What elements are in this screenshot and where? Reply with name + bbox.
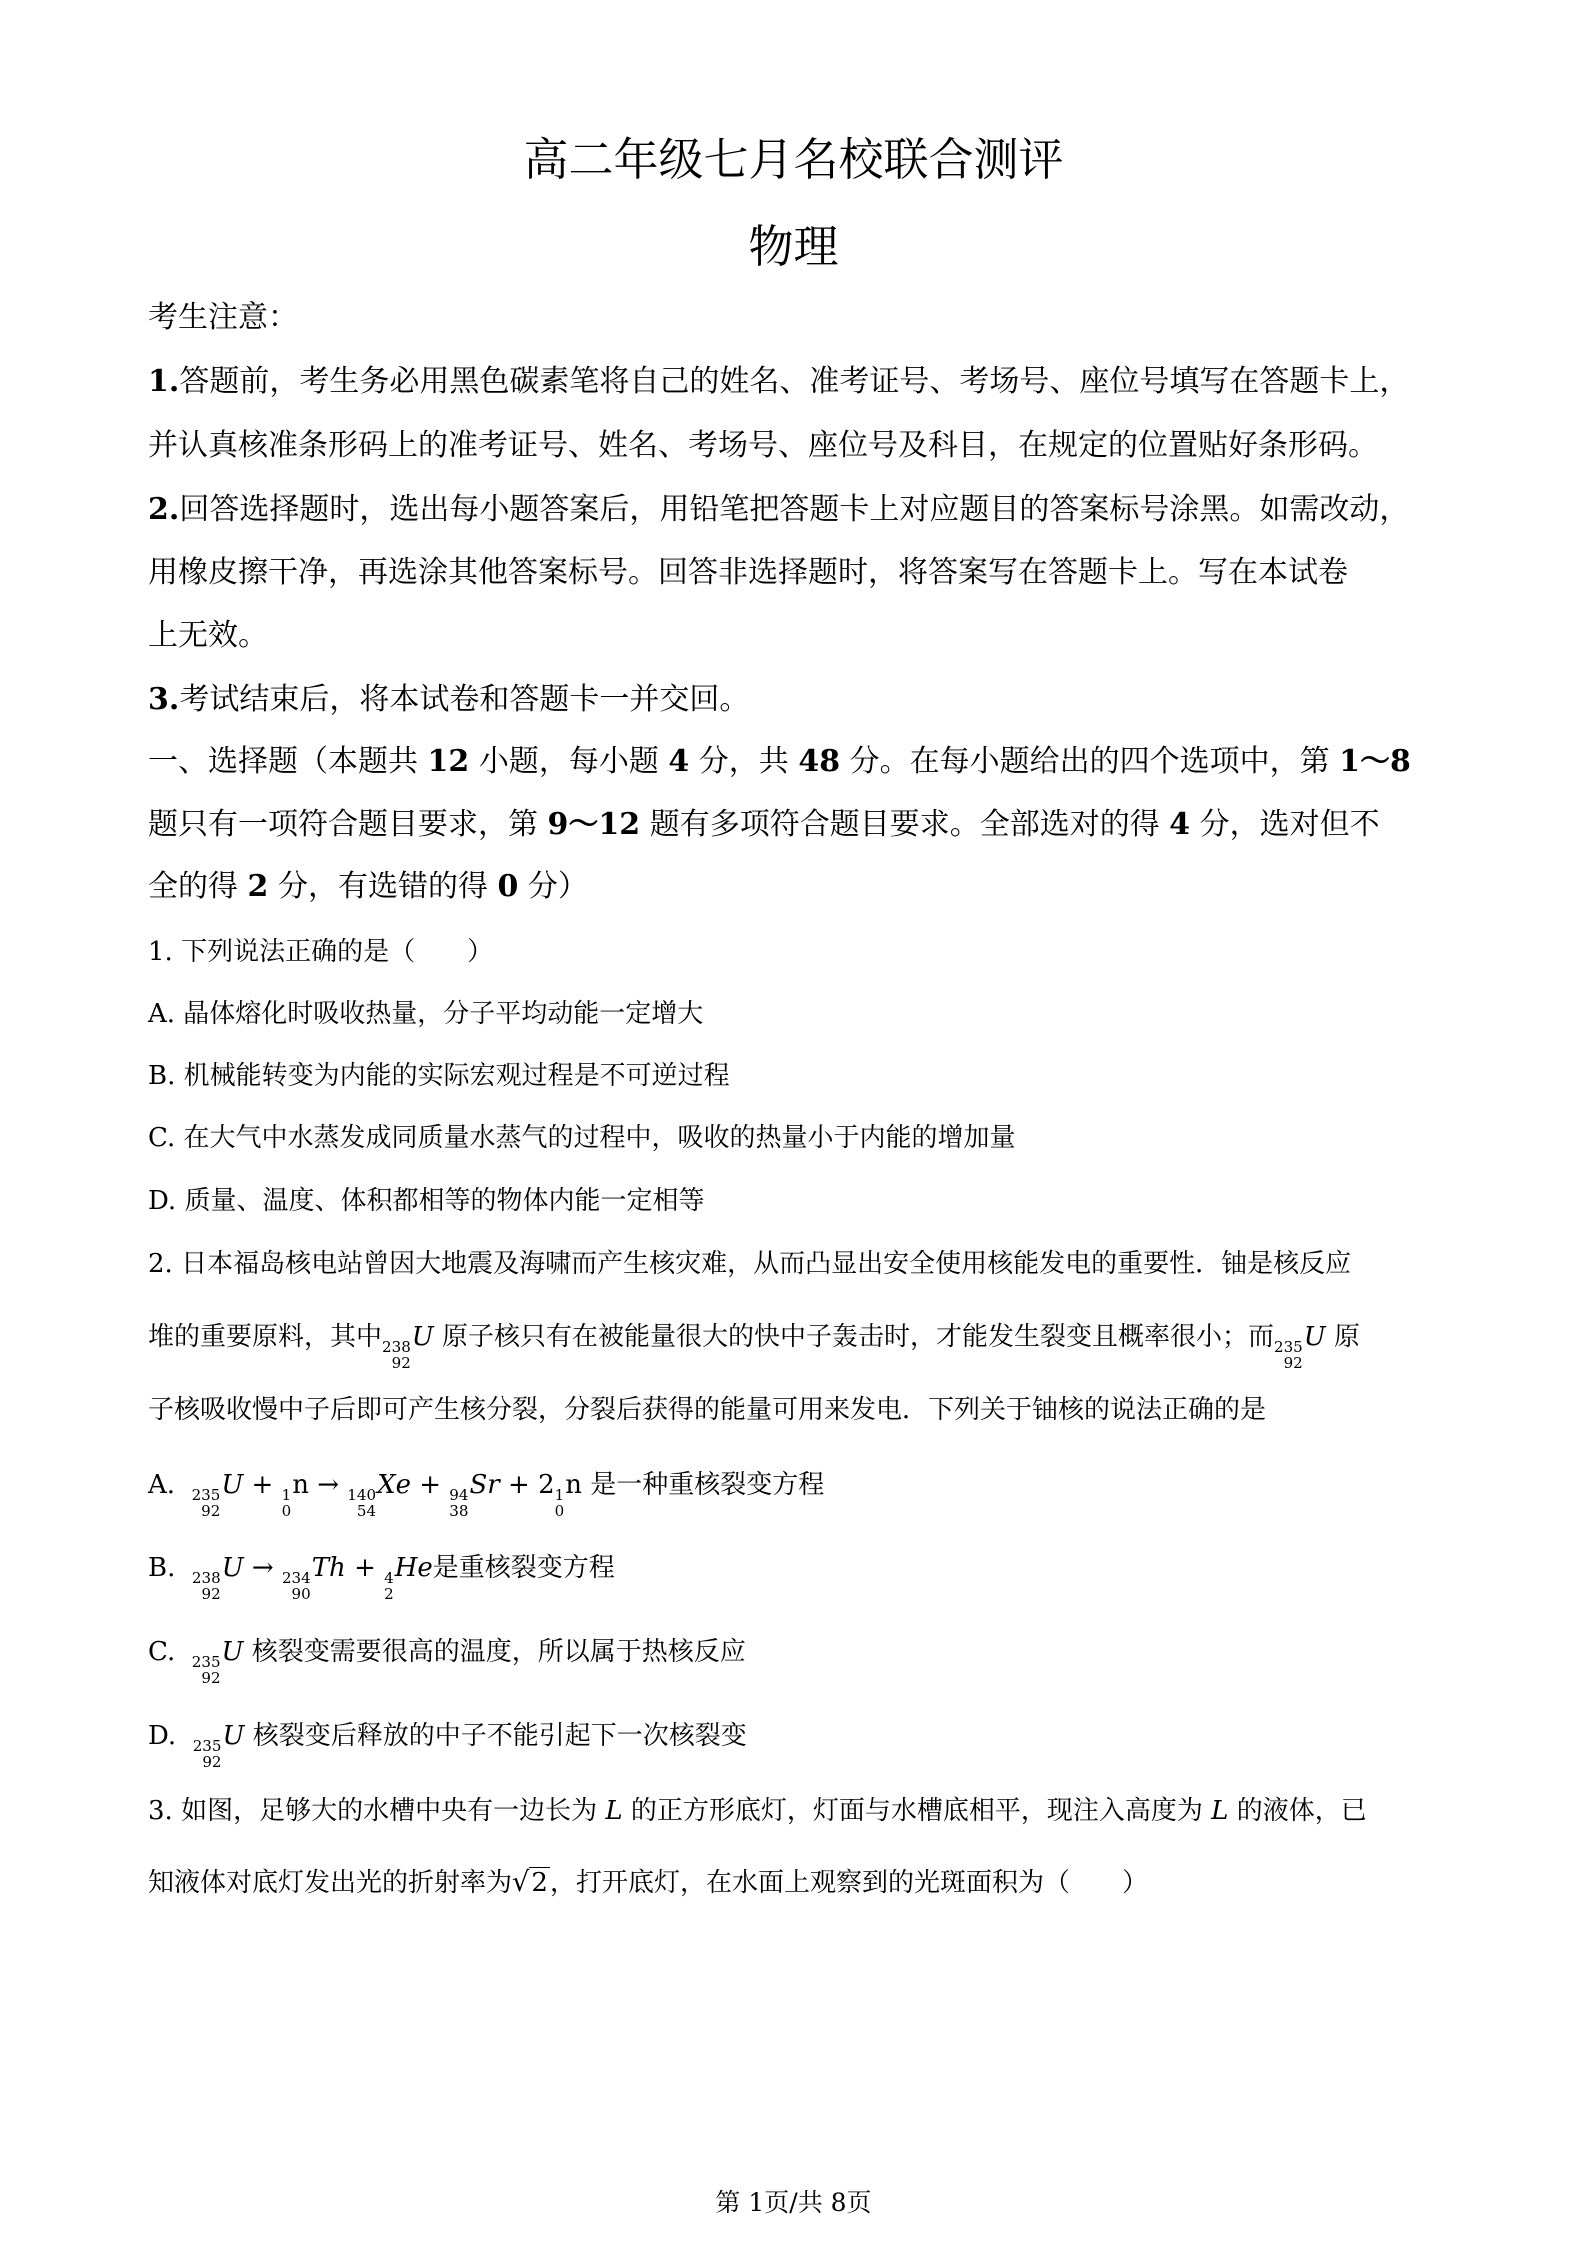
element-symbol: U (411, 1322, 434, 1352)
variable-l: L (605, 1796, 623, 1826)
question-2-option-c (148, 1632, 1448, 1686)
notice-item-2-number: 2. (148, 492, 180, 527)
atomic-number: 2 (384, 1584, 394, 1603)
nuclide-u235 (192, 1472, 244, 1519)
mass-number: 238 (382, 1337, 411, 1356)
question-text: 的正方形底灯，灯面与水槽底相平，现注入高度为 (630, 1796, 1203, 1826)
notice-item-2-text: 回答选择题时，选出每小题答案后，用铅笔把答题卡上对应题目的答案标号涂黑。如需改动， (179, 492, 1410, 527)
option-label: B. (148, 1553, 176, 1583)
notice-item-1-text: 答题前，考生务必用黑色碳素笔将自己的姓名、准考证号、考场号、座位号填写在答题卡上， (179, 364, 1410, 399)
option-label: D. (148, 1721, 177, 1751)
mass-number: 1 (281, 1485, 292, 1504)
question-3-line-2 (148, 1863, 1448, 1903)
question-3-line-1 (148, 1791, 1448, 1831)
section-text: 一、选择题（本题共 (148, 744, 428, 779)
nuclide-sr94 (449, 1472, 499, 1519)
nuclide-u238 (192, 1555, 244, 1602)
option-text: 核裂变后释放的中子不能引起下一次核裂变 (252, 1721, 747, 1751)
question-1-stem: 1. 下列说法正确的是（ ） (148, 937, 494, 967)
nuclide-u235 (1274, 1324, 1326, 1371)
mass-number: 235 (191, 1485, 221, 1504)
section-number: 1～8 (1339, 744, 1411, 779)
question-2-line-1: 2. 日本福岛核电站曾因大地震及海啸而产生核灾难，从而凸显出安全使用核能发电的重要性．铀是核反应 (148, 1249, 1352, 1279)
section-number: 2 (247, 869, 269, 904)
question-2-option-a (148, 1465, 1448, 1519)
option-text: 是一种重核裂变方程 (590, 1470, 825, 1500)
question-text: 堆的重要原料，其中 (148, 1322, 383, 1352)
nuclide-u238 (382, 1324, 434, 1371)
nuclide-neutron (555, 1472, 582, 1519)
nuclide-xe140 (347, 1472, 411, 1519)
question-2-line-3: 子核吸收慢中子后即可产生核分裂，分裂后获得的能量可用来发电．下列关于铀核的说法正确的是 (148, 1395, 1267, 1425)
section-number: 48 (798, 744, 841, 779)
plus-sign: + (345, 1553, 385, 1583)
notice-item-3-text: 考试结束后，将本试卷和答题卡一并交回。 (179, 682, 750, 717)
atomic-number: 0 (281, 1501, 292, 1520)
section-text: 分，共 (689, 744, 799, 779)
element-symbol: n (292, 1470, 309, 1500)
mass-number: 140 (347, 1485, 377, 1504)
atomic-number: 54 (356, 1501, 377, 1520)
square-root-2 (512, 1863, 550, 1903)
exam-title: 高二年级七月名校联合测评 (523, 133, 1064, 186)
element-symbol: n (565, 1470, 582, 1500)
reaction-arrow: → (243, 1553, 282, 1583)
atomic-number: 38 (449, 1501, 469, 1520)
section-number: 4 (668, 744, 690, 779)
page-footer: 第 1页/共 8页 (715, 2188, 872, 2217)
plus-sign: + (499, 1470, 539, 1500)
question-text: 的液体，已 (1236, 1796, 1367, 1826)
reaction-arrow: → (308, 1470, 348, 1500)
section-text: 小题，每小题 (469, 744, 669, 779)
notice-item-1-line-1 (148, 362, 1448, 402)
question-text: 3. 如图，足够大的水槽中央有一边长为 (148, 1796, 598, 1826)
question-text: 原 (1333, 1322, 1360, 1352)
question-text: 原子核只有在被能量很大的快中子轰击时，才能发生裂变且概率很小；而 (441, 1322, 1274, 1352)
question-2-option-d (148, 1716, 1448, 1770)
question-1-option-a: A. 晶体熔化时吸收热量，分子平均动能一定增大 (148, 999, 704, 1029)
element-symbol: U (222, 1721, 245, 1751)
notice-item-2-line-3: 上无效。 (148, 618, 268, 653)
notice-item-3-line-1 (148, 680, 1448, 720)
notice-heading: 考生注意： (148, 300, 298, 335)
question-1-option-d: D. 质量、温度、体积都相等的物体内能一定相等 (148, 1186, 705, 1216)
element-symbol: U (221, 1470, 244, 1500)
mass-number: 235 (191, 1652, 221, 1671)
subject-title: 物理 (748, 220, 839, 273)
section-header-line-2 (148, 805, 1448, 845)
section-number: 0 (497, 869, 519, 904)
nuclide-neutron (282, 1472, 309, 1519)
notice-item-1-line-2: 并认真核准条形码上的准考证号、姓名、考场号、座位号及科目，在规定的位置贴好条形码。 (148, 428, 1378, 463)
mass-number: 94 (449, 1485, 469, 1504)
section-text: 题有多项符合题目要求。全部选对的得 (640, 807, 1170, 842)
element-symbol: Xe (377, 1470, 411, 1500)
question-1-option-b: B. 机械能转变为内能的实际宏观过程是不可逆过程 (148, 1061, 730, 1091)
element-symbol: U (221, 1637, 244, 1667)
notice-item-2-line-1 (148, 490, 1448, 530)
mass-number: 235 (1274, 1337, 1303, 1356)
section-number: 4 (1169, 807, 1191, 842)
section-text: 分，选对但不 (1190, 807, 1380, 842)
option-label: A. (148, 1470, 176, 1500)
mass-number: 4 (384, 1568, 394, 1587)
notice-item-1-number: 1. (148, 364, 180, 399)
notice-item-3-number: 3. (148, 682, 180, 717)
atomic-number: 92 (201, 1584, 221, 1603)
coefficient: 2 (538, 1470, 555, 1500)
nuclide-u235 (192, 1639, 244, 1686)
option-label: C. (148, 1637, 176, 1667)
element-symbol: U (221, 1553, 244, 1583)
radicand: 2 (531, 1868, 548, 1898)
plus-sign: + (243, 1470, 282, 1500)
atomic-number: 92 (201, 1668, 221, 1687)
section-text: 分，有选错的得 (268, 869, 498, 904)
mass-number: 235 (192, 1736, 222, 1755)
mass-number: 238 (191, 1568, 221, 1587)
option-text: 核裂变需要很高的温度，所以属于热核反应 (251, 1637, 746, 1667)
question-2-option-b (148, 1548, 1448, 1602)
section-header-line-1 (148, 742, 1448, 782)
question-1-option-c: C. 在大气中水蒸发成同质量水蒸气的过程中，吸收的热量小于内能的增加量 (148, 1123, 1016, 1153)
section-number: 9～12 (547, 807, 641, 842)
section-header-line-3 (148, 867, 1448, 907)
element-symbol: U (1303, 1322, 1326, 1352)
element-symbol: He (394, 1553, 433, 1583)
atomic-number: 0 (554, 1501, 565, 1520)
question-2-line-2 (148, 1317, 1448, 1371)
question-text: ，打开底灯，在水面上观察到的光斑面积为（ ） (549, 1868, 1148, 1898)
nuclide-u235 (193, 1723, 245, 1770)
atomic-number: 90 (291, 1584, 311, 1603)
atomic-number: 92 (1283, 1353, 1303, 1372)
element-symbol: Th (311, 1553, 346, 1583)
nuclide-th234 (282, 1555, 346, 1602)
section-text: 题只有一项符合题目要求，第 (148, 807, 548, 842)
atomic-number: 92 (391, 1353, 411, 1372)
option-text: 是重核裂变方程 (432, 1553, 615, 1583)
section-text: 全的得 (148, 869, 248, 904)
mass-number: 1 (554, 1485, 565, 1504)
mass-number: 234 (281, 1568, 311, 1587)
section-text: 分） (518, 869, 588, 904)
atomic-number: 92 (202, 1752, 222, 1771)
variable-l: L (1211, 1796, 1229, 1826)
notice-item-2-line-2: 用橡皮擦干净，再选涂其他答案标号。回答非选择题时，将答案写在答题卡上。写在本试卷 (148, 555, 1348, 590)
radical-sign: √ (512, 1867, 530, 1898)
section-number: 12 (427, 744, 470, 779)
section-text: 分。在每小题给出的四个选项中，第 (840, 744, 1340, 779)
atomic-number: 92 (201, 1501, 221, 1520)
question-text: 知液体对底灯发出光的折射率为 (148, 1868, 513, 1898)
plus-sign: + (410, 1470, 450, 1500)
nuclide-he4 (384, 1555, 433, 1602)
element-symbol: Sr (469, 1470, 500, 1500)
